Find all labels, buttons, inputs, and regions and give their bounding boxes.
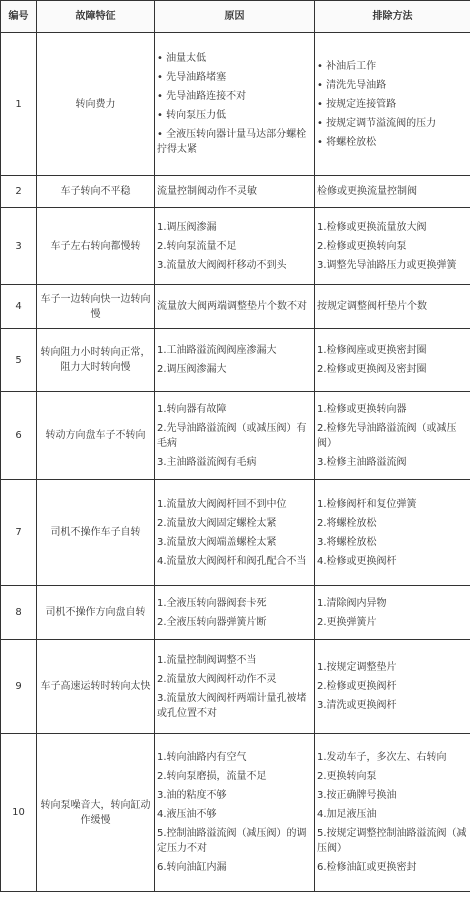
fix-cell [315,33,470,176]
header-row [1,1,470,33]
fix-item: 3.检修主油路溢流阀 [317,456,407,468]
fix-item: • 按规定调节溢流阀的压力 [317,117,437,129]
fix-cell [315,586,470,640]
cause-item: 1.调压阀渗漏 [157,221,217,233]
fix-item: 1.检修阀杆和复位弹簧 [317,498,417,510]
fix-item: 3.清洗或更换阀杆 [317,700,397,711]
cause-item: 6.转向油缸内漏 [157,862,227,873]
cause-cell [155,208,315,285]
table-row [1,586,470,640]
header-number: 编号 [1,1,37,33]
fix-item: 3.调整先导油路压力或更换弹簧 [317,259,457,271]
cause-item: 2.流量放大阀阀杆动作不灵 [157,673,277,685]
fix-cell [315,734,470,892]
row-number: 4 [1,285,37,329]
header-fix: 排除方法 [315,1,470,33]
cause-item: 流量放大阀两端调整垫片个数不对 [157,301,307,312]
fix-item: 2.将螺栓放松 [317,517,377,529]
cause-item: 1.全液压转向器阀套卡死 [157,597,267,609]
fix-item: 3.将螺栓放松 [317,536,377,548]
fix-item: 4.检修或更换阀杆 [317,555,397,567]
cause-item: 5.控制油路溢流阀（减压阀）的调定压力不对 [157,828,307,854]
symptom-cell: 转向阻力小时转向正常，阻力大时转向慢 [37,329,155,392]
fix-cell [315,176,470,208]
fix-cell [315,640,470,734]
cause-item: 流量控制阀动作不灵敏 [157,186,257,197]
symptom-cell: 车子高速运转时转向太快 [37,640,155,734]
cause-cell [155,176,315,208]
cause-cell [155,329,315,392]
cause-cell [155,392,315,480]
cause-item: 1.转向油路内有空气 [157,752,247,763]
cause-cell [155,734,315,892]
cause-item: 3.流量放大阀端盖螺栓太紧 [157,536,277,548]
row-number: 6 [1,392,37,480]
fix-item: 2.更换转向泵 [317,771,377,782]
cause-item: 3.油的粘度不够 [157,790,227,801]
symptom-cell: 司机不操作车子自转 [37,480,155,586]
row-number: 5 [1,329,37,392]
cause-item: • 转向泵压力低 [157,110,227,121]
fix-cell [315,480,470,586]
cause-cell [155,33,315,176]
row-number: 8 [1,586,37,640]
fix-cell [315,329,470,392]
cause-item: 2.全液压转向器弹簧片断 [157,616,267,628]
fix-item: 1.发动车子，多次左、右转向 [317,752,447,763]
cause-item: 3.流量放大阀阀杆移动不到头 [157,259,287,271]
cause-item: 3.流量放大阀阀杆两端计量孔被堵或孔位置不对 [157,692,307,719]
table-row [1,176,470,208]
cause-item: • 先导油路堵塞 [157,72,227,83]
cause-item: 4.液压油不够 [157,809,217,820]
table-row [1,734,470,892]
table-body [1,33,470,892]
fix-item: 3.按正确牌号换油 [317,790,397,801]
fix-item: 2.更换弹簧片 [317,616,377,628]
fix-item: • 清洗先导油路 [317,79,387,91]
fix-item: 1.检修或更换流量放大阀 [317,221,427,233]
row-number: 10 [1,734,37,892]
symptom-cell: 车子一边转向快一边转向慢 [37,285,155,329]
symptom-cell: 转向费力 [37,33,155,176]
row-number: 1 [1,33,37,176]
cause-item: 2.调压阀渗漏大 [157,364,227,375]
fix-item: 2.检修或更换阀杆 [317,681,397,692]
fix-item: 6.检修油缸或更换密封 [317,862,417,873]
fix-cell [315,392,470,480]
fix-item: 4.加足液压油 [317,809,377,820]
cause-item: 1.转向器有故障 [157,403,227,415]
fix-item: 2.检修或更换转向泵 [317,240,407,252]
symptom-cell: 车子左右转向都慢转 [37,208,155,285]
cause-item: 4.流量放大阀阀杆和阀孔配合不当 [157,555,307,567]
row-number: 9 [1,640,37,734]
table-row [1,208,470,285]
cause-cell [155,586,315,640]
symptom-cell: 车子转向不平稳 [37,176,155,208]
symptom-cell: 司机不操作方向盘自转 [37,586,155,640]
header-cause: 原因 [155,1,315,33]
cause-cell [155,640,315,734]
fix-item: 1.按规定调整垫片 [317,662,397,673]
symptom-cell: 转动方向盘车子不转向 [37,392,155,480]
fix-cell [315,285,470,329]
cause-cell [155,480,315,586]
cause-item: • 先导油路连接不对 [157,91,247,102]
row-number: 2 [1,176,37,208]
cause-item: 1.流量控制阀调整不当 [157,654,257,666]
fix-item: 1.检修或更换转向器 [317,403,407,415]
fix-item: • 补油后工作 [317,60,377,72]
table-row [1,480,470,586]
header-symptom: 故障特征 [37,1,155,33]
symptom-cell: 转向泵噪音大，转向缸动作缓慢 [37,734,155,892]
fix-item: 2.检修先导油路溢流阀（或减压阀） [317,422,457,449]
cause-item: • 全液压转向器计量马达部分螺栓拧得太紧 [157,129,307,155]
table-row [1,392,470,480]
cause-item: 2.转向泵流量不足 [157,240,237,252]
table-row [1,640,470,734]
fix-cell [315,208,470,285]
table-row [1,285,470,329]
fix-item: 按规定调整阀杆垫片个数 [317,301,427,312]
fix-item: • 按规定连接管路 [317,98,397,110]
table-row [1,33,470,176]
fix-item: 检修或更换流量控制阀 [317,186,417,197]
fix-item: 1.检修阀座或更换密封圈 [317,345,427,356]
fix-item: 1.清除阀内异物 [317,597,387,609]
cause-item: 1.流量放大阀阀杆回不到中位 [157,498,287,510]
fix-item: 5.按规定调整控制油路溢流阀（减压阀） [317,828,467,854]
cause-item: 3.主油路溢流阀有毛病 [157,456,257,468]
cause-item: 2.转向泵磨损，流量不足 [157,771,267,782]
cause-item: 2.流量放大阀固定螺栓太紧 [157,517,277,529]
table-row [1,329,470,392]
fix-item: 2.检修或更换阀及密封圈 [317,364,427,375]
cause-item: 1.工油路溢流阀阀座渗漏大 [157,345,277,356]
row-number: 3 [1,208,37,285]
fix-item: • 将螺栓放松 [317,136,377,148]
cause-cell [155,285,315,329]
cause-item: • 油量太低 [157,53,207,64]
cause-item: 2.先导油路溢流阀（或减压阀）有毛病 [157,422,307,449]
row-number: 7 [1,480,37,586]
